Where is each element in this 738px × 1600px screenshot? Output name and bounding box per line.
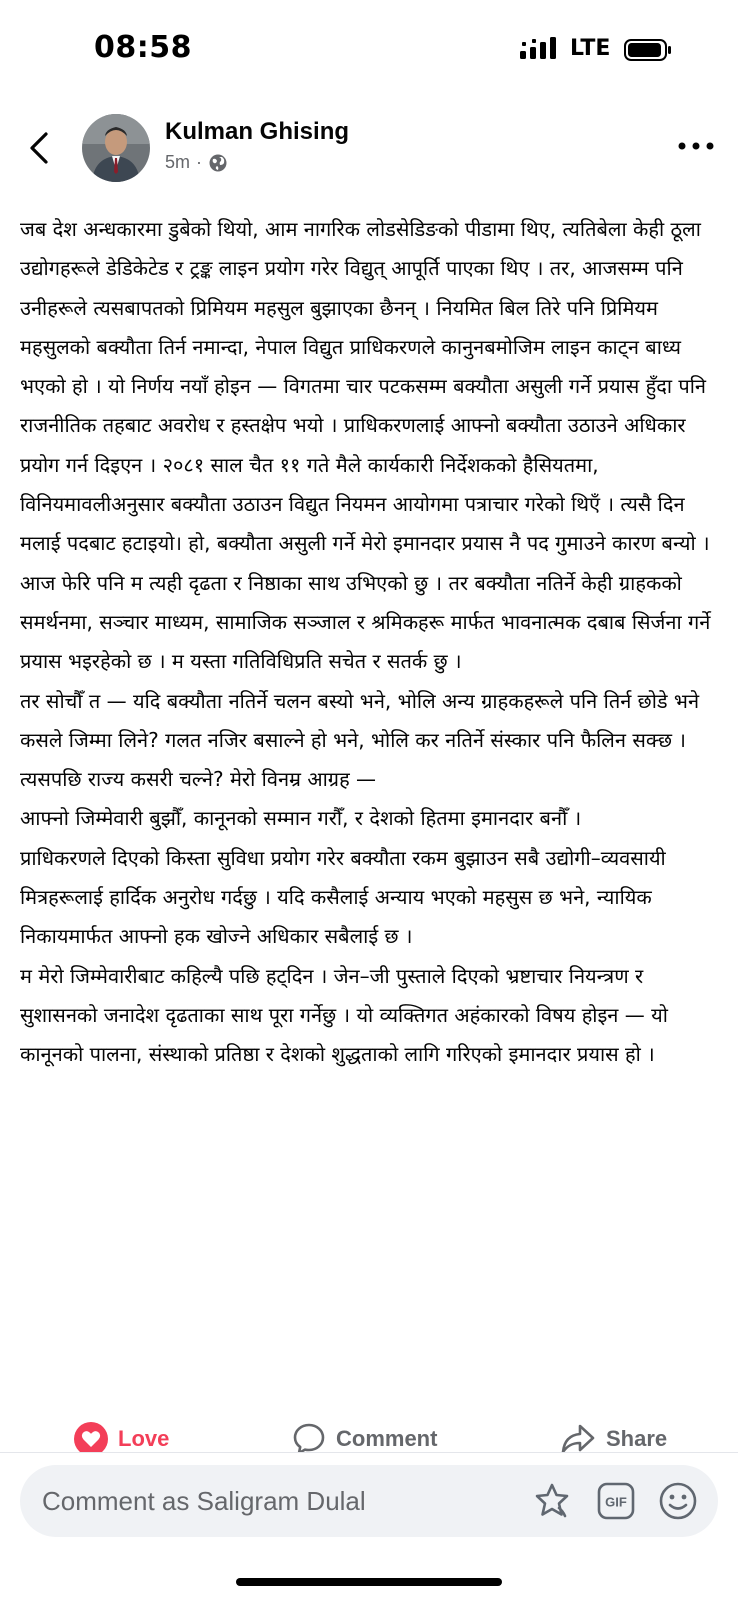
status-time: 08:58 <box>94 30 192 65</box>
comment-input[interactable] <box>42 1483 502 1519</box>
more-options-icon[interactable] <box>676 134 716 158</box>
post-paragraph: आफ्नो जिम्मेवारी बुझौँ, कानूनको सम्मान गरौँ, र देशको हितमा इमानदार बनौँ । <box>20 806 582 831</box>
love-label: Love <box>118 1426 170 1451</box>
share-label: Share <box>606 1426 668 1451</box>
back-arrow-icon[interactable] <box>24 128 56 168</box>
post-actions <box>0 1418 738 1452</box>
post-time[interactable]: 5m <box>165 152 191 172</box>
battery-icon <box>624 39 672 61</box>
signal-icon <box>520 37 556 61</box>
comment-label: Comment <box>336 1426 438 1451</box>
globe-icon <box>208 153 228 173</box>
avatar[interactable] <box>82 114 150 182</box>
gif-icon[interactable] <box>596 1481 636 1521</box>
svg-text:GIF: GIF <box>605 1494 627 1510</box>
love-button[interactable] <box>74 1422 169 1452</box>
comment-bubble-icon <box>292 1422 326 1452</box>
sticker-icon[interactable] <box>532 1481 572 1521</box>
post-header <box>0 108 738 188</box>
meta-separator: · <box>196 152 203 172</box>
share-arrow-icon <box>560 1422 596 1452</box>
share-button[interactable] <box>560 1422 667 1452</box>
post-paragraph: तर सोचौँ त — यदि बक्यौता नतिर्ने चलन बस्यो भने, भोलि अन्य ग्राहकहरूले पनि तिर्न छोडे भने कसले जिम्मा लिने? गलत नजिर बसाल्ने हो भने, भोलि कर नतिर्ने संस्कार पनि फैलिन सक्छ । त्यसपछि राज्य कसरी चल्ने? मेरो विनम्र आग्रह — <box>20 688 700 792</box>
post-body <box>20 210 722 1075</box>
status-bar <box>0 0 738 100</box>
heart-icon <box>74 1422 108 1452</box>
comment-button[interactable] <box>292 1422 437 1452</box>
post-paragraph: जब देश अन्धकारमा डुबेको थियो, आम नागरिक लोडसेडिङको पीडामा थिए, त्यतिबेला केही ठूला उद्योगहरूले डेडिकेटेड र ट्रङ्क लाइन प्रयोग गरेर विद्युत् आपूर्ति पाएका थिए । तर, आजसम्म पनि उनीहरूले त्यसबापतको प्रिमियम महसुल बुझाएका छैनन् । नियमित बिल तिरे पनि प्रिमियम महसुलको बक्यौता तिर्न नमान्दा, नेपाल विद्युत प्राधिकरणले कानुनबमोजिम लाइन काट्न बाध्य भएको हो । यो निर्णय नयाँ होइन — विगतमा चार पटकसम्म बक्यौता असुली गर्ने प्रयास हुँदा पनि राजनीतिक तहबाट अवरोध र हस्तक्षेप भयो । प्राधिकरणलाई आफ्नो बक्यौता उठाउने अधिकार प्रयोग गर्न दिइएन । २०८१ साल चैत ११ गते मैले कार्यकारी निर्देशकको हैसियतमा, विनियमावलीअनुसार बक्यौता उठाउन विद्युत नियमन आयोगमा पत्राचार गरेको थिएँ । त्यसै दिन मलाई पदबाट हटाइयो। हो, बक्यौता असुली गर्ने मेरो इमानदार प्रयास नै पद गुमाउने कारण बन्यो । <box>20 217 710 556</box>
post-paragraph: आज फेरि पनि म त्यही दृढता र निष्ठाका साथ उभिएको छु । तर बक्यौता नतिर्ने केही ग्राहकको समर्थनमा, सञ्चार माध्यम, सामाजिक सञ्जाल र श्रमिकहरू मार्फत भावनात्मक दबाब सिर्जना गर्ने प्रयास भइरहेको छ । म यस्ता गतिविधिप्रति सचेत र सतर्क छु । <box>20 570 711 674</box>
post-paragraph: म मेरो जिम्मेवारीबाट कहिल्यै पछि हट्दिन । जेन–जी पुस्ताले दिएको भ्रष्टाचार नियन्त्रण र सुशासनको जनादेश दृढताका साथ पूरा गर्नेछु । यो व्यक्तिगत अहंकारको विषय होइन — यो कानूनको पालना, संस्थाको प्रतिष्ठा र देशको शुद्धताको लागि गरिएको इमानदार प्रयास हो । <box>20 963 668 1067</box>
comment-composer <box>20 1465 718 1537</box>
post-paragraph: प्राधिकरणले दिएको किस्ता सुविधा प्रयोग गरेर बक्यौता रकम बुझाउन सबै उद्योगी–व्यवसायी मित्रहरूलाई हार्दिक अनुरोध गर्दछु । यदि कसैलाई अन्याय भएको महसुस छ भने, न्यायिक निकायमार्फत आफ्नो हक खोज्ने अधिकार सबैलाई छ । <box>20 845 666 949</box>
post-meta <box>165 152 228 173</box>
emoji-icon[interactable] <box>658 1481 698 1521</box>
network-label: LTE <box>570 36 611 61</box>
author-name[interactable]: Kulman Ghising <box>165 118 350 145</box>
home-indicator[interactable] <box>236 1578 502 1586</box>
